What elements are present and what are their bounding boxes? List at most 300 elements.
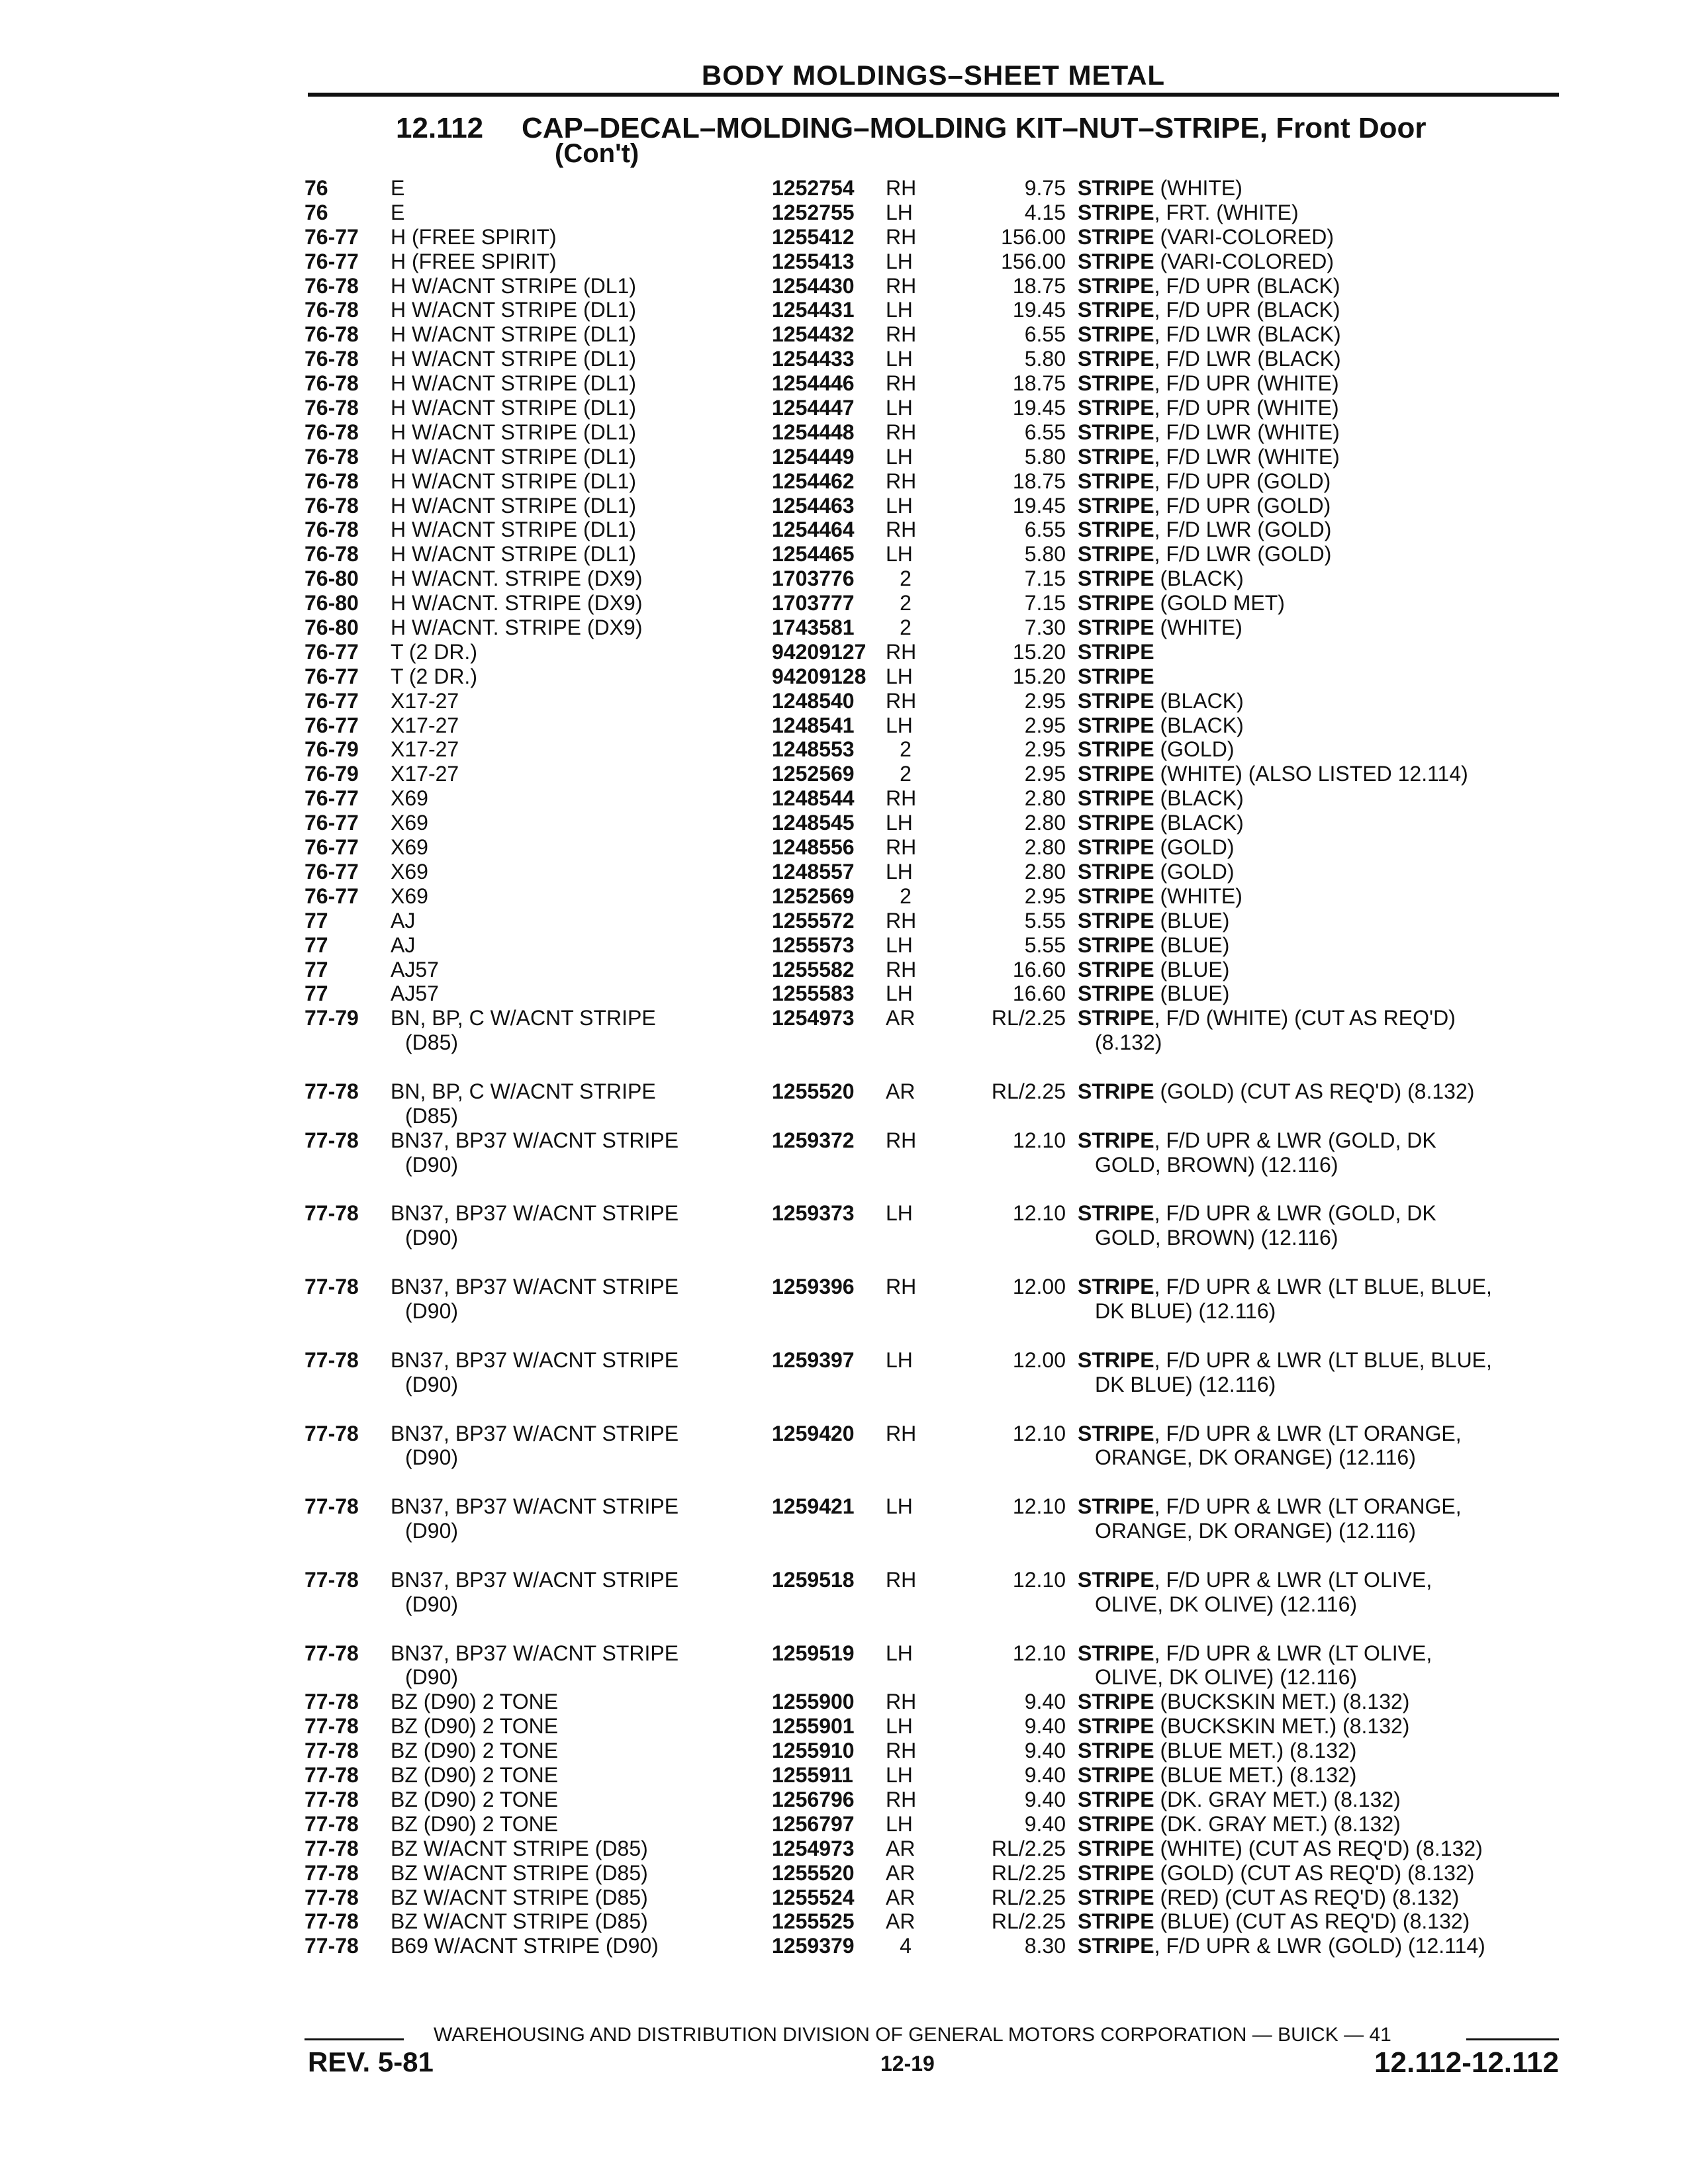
price: 6.55 <box>1024 518 1066 542</box>
table-row <box>305 1714 1562 1739</box>
part-name-bold: STRIPE <box>1078 1763 1154 1788</box>
side-qty: RH <box>886 1275 917 1299</box>
side-qty: 2 <box>900 591 912 615</box>
model-year: 76-77 <box>305 688 359 713</box>
model-year: 76-77 <box>305 224 359 249</box>
side-qty: LH <box>886 664 913 688</box>
model-year: 77-78 <box>305 1909 359 1934</box>
part-name <box>1078 1568 1561 1617</box>
part-name <box>1078 1201 1561 1250</box>
part-number: 94209128 <box>772 664 867 688</box>
part-detail: , F/D LWR (BLACK) <box>1154 347 1341 371</box>
part-detail: (BLACK) <box>1154 567 1244 591</box>
model-description <box>391 542 636 567</box>
model-description <box>391 1837 648 1861</box>
side-qty: LH <box>886 444 913 469</box>
model-description <box>391 786 428 811</box>
part-number: 1259421 <box>772 1494 855 1519</box>
part-detail: (BLUE) (CUT AS REQ'D) (8.132) <box>1154 1909 1470 1934</box>
part-name <box>1078 445 1561 469</box>
table-row <box>305 933 1562 958</box>
model-year: 76-77 <box>305 811 359 835</box>
part-number: 1248544 <box>772 786 855 811</box>
part-number: 1248557 <box>772 859 855 884</box>
price: RL/2.25 <box>991 1079 1066 1103</box>
table-row <box>305 322 1562 347</box>
part-name-bold: STRIPE <box>1078 1811 1154 1836</box>
table-row <box>305 469 1562 494</box>
description-text-cont: (D85) <box>405 1103 459 1128</box>
part-detail: (BLUE MET.) (8.132) <box>1154 1763 1357 1788</box>
description-text: H W/ACNT. STRIPE (DX9) <box>391 615 643 640</box>
model-description <box>391 494 636 518</box>
side-qty: RH <box>886 518 917 542</box>
model-year: 76-78 <box>305 273 359 298</box>
description-text: BN37, BP37 W/ACNT STRIPE <box>391 1567 679 1592</box>
part-name <box>1078 811 1561 835</box>
table-row <box>305 250 1562 274</box>
description-text: BZ (D90) 2 TONE <box>391 1787 559 1811</box>
table-row <box>305 396 1562 420</box>
part-number: 1255412 <box>772 224 855 249</box>
model-year: 77 <box>305 933 328 957</box>
table-row <box>305 225 1562 250</box>
part-detail: (GOLD) (CUT AS REQ'D) (8.132) <box>1154 1860 1475 1885</box>
model-description <box>391 884 428 909</box>
part-name <box>1078 884 1561 909</box>
side-qty: LH <box>886 713 913 737</box>
part-detail: , F/D LWR (WHITE) <box>1154 444 1340 469</box>
side-qty: LH <box>886 1714 913 1739</box>
model-year: 77-78 <box>305 1836 359 1860</box>
part-detail: (WHITE) (CUT AS REQ'D) (8.132) <box>1154 1836 1483 1860</box>
part-detail: (GOLD) (CUT AS REQ'D) (8.132) <box>1154 1079 1475 1103</box>
price: 12.10 <box>1012 1128 1066 1152</box>
part-detail: , F/D UPR (GOLD) <box>1154 469 1331 493</box>
model-year: 76-77 <box>305 664 359 688</box>
part-name <box>1078 1909 1561 1934</box>
table-row <box>305 615 1562 640</box>
model-year: 77-78 <box>305 1275 359 1299</box>
model-year: 77-78 <box>305 1641 359 1665</box>
part-detail-cont: GOLD, BROWN) (12.116) <box>1095 1152 1338 1177</box>
part-detail-cont: DK BLUE) (12.116) <box>1095 1372 1276 1396</box>
part-name-bold: STRIPE <box>1078 1079 1154 1103</box>
side-qty: LH <box>886 1347 913 1372</box>
part-name-bold: STRIPE <box>1078 908 1154 933</box>
side-qty: AR <box>886 1885 915 1909</box>
part-detail: , F/D UPR & LWR (LT ORANGE, <box>1154 1421 1462 1445</box>
model-year: 77-78 <box>305 1421 359 1445</box>
description-text: H (FREE SPIRIT) <box>391 249 557 273</box>
part-name-bold: STRIPE <box>1078 1739 1154 1763</box>
part-name <box>1078 713 1561 738</box>
description-text: BZ (D90) 2 TONE <box>391 1739 559 1763</box>
model-description <box>391 591 642 615</box>
description-text: X69 <box>391 811 428 835</box>
model-year: 76-78 <box>305 322 359 347</box>
part-detail: (BLACK) <box>1154 811 1244 835</box>
description-text: BZ (D90) 2 TONE <box>391 1811 559 1836</box>
part-number: 1248553 <box>772 737 855 762</box>
part-detail: (DK. GRAY MET.) (8.132) <box>1154 1787 1401 1811</box>
model-year: 76-78 <box>305 444 359 469</box>
part-detail: (DK. GRAY MET.) (8.132) <box>1154 1811 1401 1836</box>
price: 7.15 <box>1024 591 1066 615</box>
price: 9.40 <box>1024 1811 1066 1836</box>
model-year: 76-78 <box>305 493 359 518</box>
part-number: 1248556 <box>772 835 855 860</box>
table-row <box>305 347 1562 371</box>
side-qty: RH <box>886 688 917 713</box>
part-number: 1255524 <box>772 1885 855 1909</box>
model-description <box>391 420 636 445</box>
part-detail: , F/D UPR & LWR (GOLD, DK <box>1154 1128 1436 1152</box>
description-text: BZ (D90) 2 TONE <box>391 1763 559 1788</box>
model-description <box>391 1886 648 1910</box>
part-number: 1254463 <box>772 493 855 518</box>
part-detail-cont: GOLD, BROWN) (12.116) <box>1095 1226 1338 1250</box>
side-qty: RH <box>886 908 917 933</box>
part-number: 1259420 <box>772 1421 855 1445</box>
part-detail: (GOLD) <box>1154 835 1235 860</box>
part-name <box>1078 1128 1561 1177</box>
part-number: 1254430 <box>772 273 855 298</box>
model-description <box>391 176 404 201</box>
section-title: CAP–DECAL–MOLDING–MOLDING KIT–NUT–STRIPE, Front Door <box>522 112 1427 144</box>
side-qty: RH <box>886 224 917 249</box>
model-year: 77-78 <box>305 1079 359 1103</box>
model-description <box>391 1739 558 1763</box>
part-name-bold: STRIPE <box>1078 273 1154 298</box>
part-name-bold: STRIPE <box>1078 1641 1154 1665</box>
description-text: BZ W/ACNT STRIPE (D85) <box>391 1836 648 1860</box>
part-number: 1254448 <box>772 420 855 444</box>
description-text: BN37, BP37 W/ACNT STRIPE <box>391 1421 679 1445</box>
part-number: 1255583 <box>772 981 855 1006</box>
description-text: BN37, BP37 W/ACNT STRIPE <box>391 1347 679 1372</box>
table-row <box>305 1568 1562 1641</box>
part-name <box>1078 494 1561 518</box>
model-description <box>391 201 404 225</box>
price: 2.80 <box>1024 859 1066 884</box>
part-name-bold: STRIPE <box>1078 664 1154 688</box>
table-row <box>305 1934 1562 1958</box>
side-qty: LH <box>886 1201 913 1226</box>
table-row <box>305 518 1562 542</box>
part-name <box>1078 689 1561 713</box>
price: 6.55 <box>1024 322 1066 347</box>
description-text: H W/ACNT STRIPE (DL1) <box>391 444 636 469</box>
table-row <box>305 1837 1562 1861</box>
part-name <box>1078 371 1561 396</box>
description-text-cont: (D90) <box>405 1592 459 1616</box>
side-qty: AR <box>886 1860 915 1885</box>
price: 2.95 <box>1024 713 1066 737</box>
price: 18.75 <box>1012 469 1066 493</box>
part-name-bold: STRIPE <box>1078 639 1154 664</box>
part-name <box>1078 664 1561 689</box>
table-row <box>305 1641 1562 1690</box>
model-description <box>391 811 428 835</box>
price: 18.75 <box>1012 371 1066 396</box>
table-row <box>305 445 1562 469</box>
part-detail: (VARI-COLORED) <box>1154 249 1334 273</box>
part-number: 94209127 <box>772 639 867 664</box>
part-name <box>1078 567 1561 591</box>
description-text: H W/ACNT STRIPE (DL1) <box>391 273 636 298</box>
part-number: 1252569 <box>772 884 855 908</box>
table-row <box>305 811 1562 835</box>
description-text: T (2 DR.) <box>391 664 477 688</box>
description-text: AJ57 <box>391 981 439 1006</box>
part-name <box>1078 835 1561 860</box>
description-text: X17-27 <box>391 737 459 762</box>
table-row <box>305 737 1562 762</box>
price: 16.60 <box>1012 957 1066 981</box>
side-qty: 2 <box>900 737 912 762</box>
part-name <box>1078 737 1561 762</box>
part-name <box>1078 1494 1561 1543</box>
description-text-cont: (D90) <box>405 1299 459 1324</box>
model-year: 77-78 <box>305 1885 359 1909</box>
footer-division: WAREHOUSING AND DISTRIBUTION DIVISION OF GENERAL MOTORS CORPORATION — BUICK — 41 <box>434 2024 1391 2046</box>
part-detail: , F/D UPR & LWR (LT OLIVE, <box>1154 1641 1432 1665</box>
description-text: H W/ACNT STRIPE (DL1) <box>391 469 636 493</box>
model-description <box>391 1201 679 1250</box>
part-detail: (WHITE) <box>1154 176 1243 200</box>
model-description <box>391 1763 558 1788</box>
part-number: 1703776 <box>772 567 855 591</box>
description-text: BN37, BP37 W/ACNT STRIPE <box>391 1641 679 1665</box>
model-description <box>391 371 636 396</box>
model-year: 76-79 <box>305 737 359 762</box>
part-name-bold: STRIPE <box>1078 1885 1154 1909</box>
part-name-bold: STRIPE <box>1078 1494 1154 1519</box>
description-text: H W/ACNT STRIPE (DL1) <box>391 542 636 567</box>
part-number: 1259379 <box>772 1934 855 1958</box>
part-name-bold: STRIPE <box>1078 981 1154 1006</box>
part-number: 1255413 <box>772 249 855 273</box>
model-description <box>391 518 636 542</box>
side-qty: 2 <box>900 615 912 640</box>
table-row <box>305 1690 1562 1714</box>
price: 156.00 <box>1001 249 1066 273</box>
price: 8.30 <box>1024 1934 1066 1958</box>
part-detail: , FRT. (WHITE) <box>1154 200 1299 224</box>
model-description <box>391 250 557 274</box>
side-qty: RH <box>886 371 917 396</box>
part-detail-cont: ORANGE, DK ORANGE) (12.116) <box>1095 1445 1416 1470</box>
side-qty: LH <box>886 1811 913 1836</box>
part-name <box>1078 1690 1561 1714</box>
price: 9.40 <box>1024 1787 1066 1811</box>
model-year: 77-78 <box>305 1201 359 1226</box>
part-number: 1256797 <box>772 1811 855 1836</box>
part-detail: , F/D UPR & LWR (LT BLUE, BLUE, <box>1154 1347 1492 1372</box>
table-row <box>305 1861 1562 1886</box>
part-detail: , F/D LWR (BLACK) <box>1154 322 1341 347</box>
part-name <box>1078 469 1561 494</box>
section-continued: (Con't) <box>555 139 639 168</box>
description-text: H W/ACNT STRIPE (DL1) <box>391 298 636 322</box>
part-name <box>1078 1934 1561 1958</box>
model-description <box>391 958 439 982</box>
part-name-bold: STRIPE <box>1078 469 1154 493</box>
page-header: BODY MOLDINGS–SHEET METAL <box>701 60 1166 91</box>
part-detail: , F/D UPR (WHITE) <box>1154 371 1339 396</box>
price: 2.95 <box>1024 688 1066 713</box>
section-number: 12.112 <box>396 112 484 144</box>
part-detail: (WHITE) (ALSO LISTED 12.114) <box>1154 762 1468 786</box>
model-description <box>391 347 636 371</box>
part-name-bold: STRIPE <box>1078 567 1154 591</box>
part-name-bold: STRIPE <box>1078 444 1154 469</box>
table-row <box>305 664 1562 689</box>
side-qty: RH <box>886 420 917 444</box>
part-name <box>1078 1641 1561 1690</box>
price: 5.55 <box>1024 908 1066 933</box>
part-name-bold: STRIPE <box>1078 1909 1154 1934</box>
side-qty: LH <box>886 933 913 957</box>
part-name <box>1078 420 1561 445</box>
side-qty: LH <box>886 1641 913 1665</box>
part-number: 1255901 <box>772 1714 855 1739</box>
model-year: 77-78 <box>305 1347 359 1372</box>
model-description <box>391 909 415 933</box>
side-qty: RH <box>886 835 917 860</box>
part-detail: (BLACK) <box>1154 688 1244 713</box>
side-qty: RH <box>886 1787 917 1811</box>
table-row <box>305 298 1562 322</box>
model-year: 76-79 <box>305 762 359 786</box>
price: 2.80 <box>1024 835 1066 860</box>
table-row <box>305 176 1562 201</box>
header-rule <box>308 93 1559 97</box>
part-detail: , F/D UPR (GOLD) <box>1154 493 1331 518</box>
description-text: AJ <box>391 933 416 957</box>
model-description <box>391 396 636 420</box>
table-row <box>305 1275 1562 1348</box>
price: 6.55 <box>1024 420 1066 444</box>
part-name-bold: STRIPE <box>1078 176 1154 200</box>
model-description <box>391 1690 558 1714</box>
table-row <box>305 591 1562 615</box>
part-name-bold: STRIPE <box>1078 737 1154 762</box>
side-qty: AR <box>886 1909 915 1934</box>
price: 9.40 <box>1024 1763 1066 1788</box>
part-number: 1254464 <box>772 518 855 542</box>
part-detail: (BLACK) <box>1154 713 1244 737</box>
part-number: 1254432 <box>772 322 855 347</box>
section-heading <box>396 112 1427 168</box>
model-year: 76-77 <box>305 786 359 811</box>
table-row <box>305 1812 1562 1837</box>
part-name-bold: STRIPE <box>1078 396 1154 420</box>
part-number: 1255910 <box>772 1739 855 1763</box>
part-number: 1248541 <box>772 713 855 737</box>
part-detail: , F/D UPR & LWR (LT OLIVE, <box>1154 1567 1432 1592</box>
part-number: 1252569 <box>772 762 855 786</box>
model-year: 76-80 <box>305 591 359 615</box>
part-detail: (GOLD MET) <box>1154 591 1285 615</box>
description-text: BZ W/ACNT STRIPE (D85) <box>391 1860 648 1885</box>
model-year: 76-78 <box>305 469 359 493</box>
model-year: 76-77 <box>305 713 359 737</box>
side-qty: RH <box>886 176 917 200</box>
model-description <box>391 298 636 322</box>
part-detail: , F/D UPR & LWR (GOLD, DK <box>1154 1201 1436 1226</box>
part-name <box>1078 1422 1561 1471</box>
description-text-cont: (D90) <box>405 1226 459 1250</box>
description-text: H W/ACNT. STRIPE (DX9) <box>391 591 643 615</box>
description-text: BN37, BP37 W/ACNT STRIPE <box>391 1128 679 1152</box>
part-name-bold: STRIPE <box>1078 1860 1154 1885</box>
part-name <box>1078 542 1561 567</box>
part-name <box>1078 1861 1561 1886</box>
part-name-bold: STRIPE <box>1078 786 1154 811</box>
model-description <box>391 1275 679 1324</box>
part-name-bold: STRIPE <box>1078 1421 1154 1445</box>
part-name-bold: STRIPE <box>1078 1128 1154 1152</box>
model-description <box>391 737 459 762</box>
part-name <box>1078 786 1561 811</box>
part-name <box>1078 1714 1561 1739</box>
part-detail: (GOLD) <box>1154 859 1235 884</box>
price: 7.15 <box>1024 567 1066 591</box>
description-text: H W/ACNT STRIPE (DL1) <box>391 420 636 444</box>
table-row <box>305 640 1562 664</box>
price: RL/2.25 <box>991 1909 1066 1934</box>
part-name <box>1078 1763 1561 1788</box>
part-name-bold: STRIPE <box>1078 518 1154 542</box>
part-name <box>1078 1886 1561 1910</box>
description-text: BZ W/ACNT STRIPE (D85) <box>391 1909 648 1934</box>
model-description <box>391 640 477 664</box>
part-name-bold: STRIPE <box>1078 1836 1154 1860</box>
part-detail: , F/D UPR (BLACK) <box>1154 298 1340 322</box>
part-name-bold: STRIPE <box>1078 1714 1154 1739</box>
table-row <box>305 909 1562 933</box>
part-number: 1254447 <box>772 396 855 420</box>
part-name <box>1078 1837 1561 1861</box>
price: 5.55 <box>1024 933 1066 957</box>
price: 9.75 <box>1024 176 1066 200</box>
part-name <box>1078 1788 1561 1812</box>
part-number: 1743581 <box>772 615 855 640</box>
side-qty: RH <box>886 1567 917 1592</box>
part-name-bold: STRIPE <box>1078 322 1154 347</box>
price: 5.80 <box>1024 347 1066 371</box>
footer-rule-left <box>305 2038 404 2040</box>
model-year: 77 <box>305 908 328 933</box>
model-year: 77-78 <box>305 1934 359 1958</box>
price: 12.10 <box>1012 1421 1066 1445</box>
model-year: 76-77 <box>305 835 359 860</box>
part-name-bold: STRIPE <box>1078 1347 1154 1372</box>
table-row <box>305 567 1562 591</box>
side-qty: RH <box>886 639 917 664</box>
table-row <box>305 494 1562 518</box>
table-row <box>305 1739 1562 1763</box>
part-name <box>1078 909 1561 933</box>
price: 19.45 <box>1012 493 1066 518</box>
part-name-bold: STRIPE <box>1078 249 1154 273</box>
description-text: BZ (D90) 2 TONE <box>391 1690 559 1714</box>
table-row <box>305 786 1562 811</box>
model-description <box>391 664 477 689</box>
part-number: 1254462 <box>772 469 855 493</box>
